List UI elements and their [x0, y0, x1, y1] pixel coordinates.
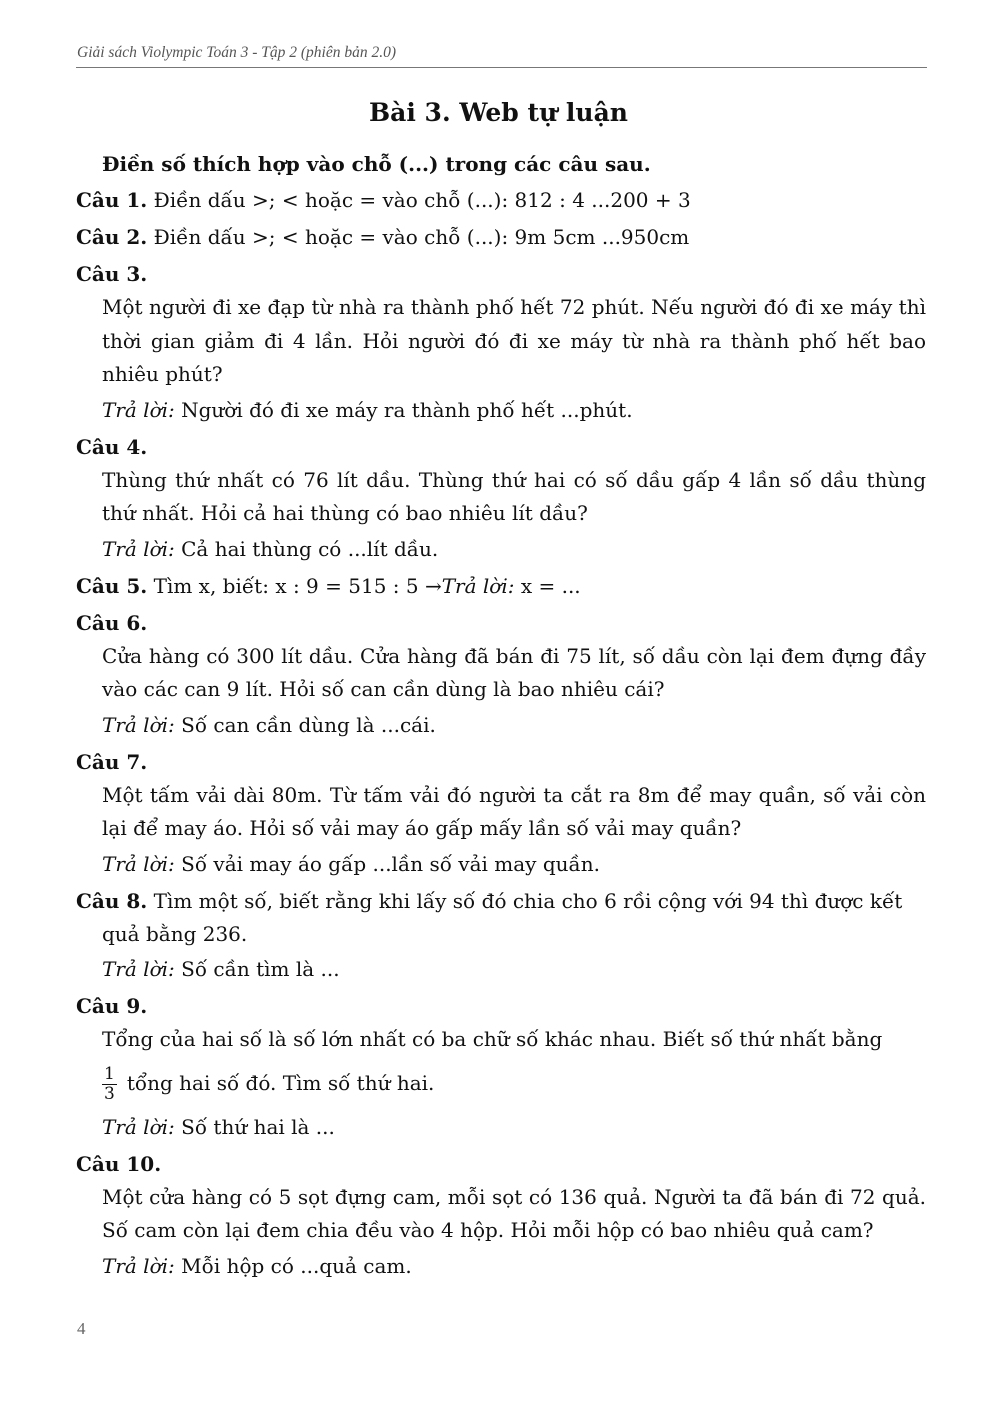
answer-line	[102, 709, 926, 742]
fraction-denominator: 3	[104, 1083, 115, 1104]
question-5	[76, 570, 926, 603]
question-text: Tìm một số, biết rằng khi lấy số đó chia cho 6 rồi cộng với 94 thì được kết	[147, 888, 903, 913]
exercise-content	[76, 148, 926, 1287]
answer-text: Số can cần dùng là ...cái.	[174, 712, 436, 737]
question-body: Một người đi xe đạp từ nhà ra thành phố hết 72 phút. Nếu người đó đi xe máy thì thời gian giảm đi 4 lần. Hỏi người đó đi xe máy từ nhà ra thành phố hết bao nhiêu phút?	[102, 295, 926, 386]
answer-text: Mỗi hộp có ...quả cam.	[174, 1253, 412, 1278]
answer-label: Trả lời:	[102, 536, 175, 561]
answer-label: Trả lời:	[102, 851, 175, 876]
fraction-numerator: 1	[104, 1063, 115, 1084]
answer-label: Trả lời:	[102, 397, 175, 422]
answer-text: Số thứ hai là ...	[174, 1114, 335, 1139]
answer-label: Trả lời:	[102, 957, 175, 981]
question-9	[76, 990, 926, 1144]
question-6	[76, 607, 926, 742]
question-2	[76, 221, 926, 254]
question-body: Một tấm vải dài 80m. Từ tấm vải đó người ta cắt ra 8m để may quần, số vải còn lại để may áo. Hỏi số vải may áo gấp mấy lần số vải may quần?	[102, 782, 926, 840]
question-4	[76, 431, 926, 566]
question-text: Tìm x, biết: x : 9 = 515 : 5 →	[147, 573, 442, 598]
page-number: 4	[77, 1319, 86, 1338]
question-label: Câu 1.	[76, 188, 148, 212]
answer-text: Số vải may áo gấp ...lần số vải may quần.	[174, 851, 600, 876]
question-label: Câu 2.	[76, 225, 148, 249]
question-body: Cửa hàng có 300 lít dầu. Cửa hàng đã bán đi 75 lít, số dầu còn lại đem đựng đầy vào các can 9 lít. Hỏi số can cần dùng là bao nhiêu cái?	[102, 643, 926, 701]
answer-text: Người đó đi xe máy ra thành phố hết ...phút.	[174, 397, 633, 422]
question-text: Điền dấu >; < hoặc = vào chỗ (...): 812 : 4 ...200 + 3	[147, 188, 691, 212]
question-text: Điền dấu >; < hoặc = vào chỗ (...): 9m 5cm ...950cm	[147, 225, 690, 249]
question-label: Câu 6.	[76, 610, 148, 635]
question-7	[76, 746, 926, 881]
question-10	[76, 1148, 926, 1283]
answer-label: Trả lời:	[102, 1253, 175, 1278]
answer-label: Trả lời:	[441, 573, 515, 598]
answer-text: x = ...	[514, 573, 581, 598]
answer-label: Trả lời:	[102, 712, 175, 737]
fraction-text: tổng hai số đó. Tìm số thứ hai.	[126, 1070, 435, 1095]
fraction-one-third	[102, 1065, 117, 1104]
answer-text: Số cần tìm là ...	[174, 957, 340, 981]
lesson-title: Bài 3. Web tự luận	[369, 98, 628, 127]
question-label: Câu 9.	[76, 994, 148, 1018]
answer-line	[102, 1250, 926, 1283]
question-label: Câu 3.	[76, 262, 148, 286]
question-3	[76, 258, 926, 427]
question-continuation: quả bằng 236.	[102, 921, 248, 946]
question-label: Câu 7.	[76, 749, 148, 774]
answer-label: Trả lời:	[102, 1114, 175, 1139]
answer-line	[102, 533, 926, 566]
question-label: Câu 10.	[76, 1151, 162, 1176]
question-body: Một cửa hàng có 5 sọt đựng cam, mỗi sọt có 136 quả. Người ta đã bán đi 72 quả. Số cam còn lại đem chia đều vào 4 hộp. Hỏi mỗi hộp có bao nhiêu quả cam?	[102, 1184, 926, 1242]
question-1	[76, 184, 926, 217]
answer-line	[102, 394, 926, 427]
answer-line	[102, 848, 926, 881]
question-label: Câu 8.	[76, 888, 148, 913]
answer-text: Cả hai thùng có ...lít dầu.	[174, 536, 439, 561]
fraction-line	[102, 1057, 926, 1109]
instruction: Điền số thích hợp vào chỗ (...) trong các câu sau.	[102, 152, 651, 176]
question-8	[76, 885, 926, 987]
question-body: Tổng của hai số là số lớn nhất có ba chữ số khác nhau. Biết số thứ nhất bằng	[102, 1027, 883, 1051]
header-divider	[76, 67, 927, 68]
answer-line	[102, 1111, 926, 1144]
question-label: Câu 4.	[76, 434, 148, 459]
running-header: Giải sách Violympic Toán 3 - Tập 2 (phiên bản 2.0)	[77, 44, 397, 61]
answer-line	[102, 953, 926, 986]
question-label: Câu 5.	[76, 573, 148, 598]
question-body: Thùng thứ nhất có 76 lít dầu. Thùng thứ hai có số dầu gấp 4 lần số dầu thùng thứ nhất. Hỏi cả hai thùng có bao nhiêu lít dầu?	[102, 467, 926, 525]
